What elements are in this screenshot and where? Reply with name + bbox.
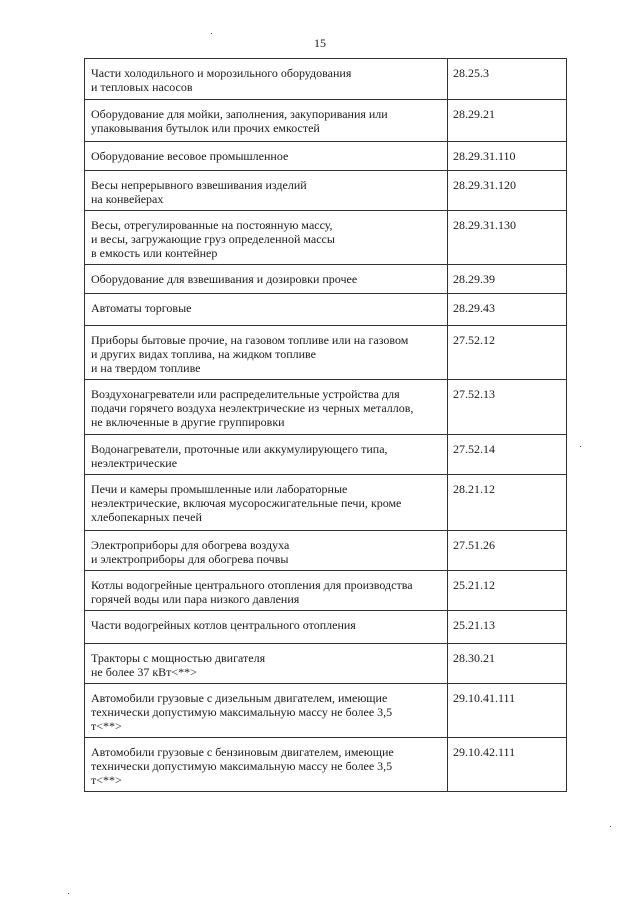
okpd-code-cell: 29.10.41.111 [448,684,567,738]
product-name-cell: Весы непрерывного взвешивания изделий на конвейерах [85,171,448,211]
product-name-cell: Автоматы торговые [85,294,448,326]
table-row [85,684,567,738]
okpd-code-cell: 25.21.13 [448,611,567,644]
product-name-cell: Электроприборы для обогрева воздуха и электроприборы для обогрева почвы [85,531,448,571]
table-row [85,475,567,531]
product-name-cell: Тракторы с мощностью двигателя не более 37 кВт<**> [85,644,448,684]
okpd-code-cell: 27.52.14 [448,435,567,475]
table-row [85,611,567,644]
product-name-cell: Котлы водогрейные центрального отопления для производства горячей воды или пара низкого давления [85,571,448,611]
okpd-code-cell: 28.29.31.130 [448,211,567,265]
table-row [85,142,567,171]
product-name-cell: Водонагреватели, проточные или аккумулирующего типа, неэлектрические [85,435,448,475]
product-name-cell: Автомобили грузовые с дизельным двигателем, имеющие технически допустимую максимальную массу не более 3,5 т<**> [85,684,448,738]
table-row [85,265,567,294]
okpd-code-cell: 27.52.12 [448,326,567,380]
okpd-code-cell: 28.25.3 [448,59,567,100]
product-name-cell: Печи и камеры промышленные или лабораторные неэлектрические, включая мусоросжигательные печи, кроме хлебопекарных печей [85,475,448,531]
scan-speck [211,33,212,34]
okpd-code-cell: 28.29.31.110 [448,142,567,171]
table-row [85,326,567,380]
okpd-code-cell: 28.29.21 [448,100,567,142]
scan-speck [68,893,69,894]
okpd-code-cell: 28.29.43 [448,294,567,326]
table-row [85,211,567,265]
scan-speck [610,826,611,827]
product-name-cell: Части водогрейных котлов центрального отопления [85,611,448,644]
table-row [85,100,567,142]
table-row [85,294,567,326]
okpd-code-cell: 28.30.21 [448,644,567,684]
okpd-code-cell: 27.52.13 [448,380,567,435]
okpd-code-cell: 28.29.39 [448,265,567,294]
product-name-cell: Оборудование для мойки, заполнения, закупоривания или упаковывания бутылок или прочих емкостей [85,100,448,142]
product-name-cell: Автомобили грузовые с бензиновым двигателем, имеющие технически допустимую максимальную массу не более 3,5 т<**> [85,738,448,792]
product-name-cell: Части холодильного и морозильного оборудования и тепловых насосов [85,59,448,100]
product-name-cell: Весы, отрегулированные на постоянную массу, и весы, загружающие груз определенной массы в емкость или контейнер [85,211,448,265]
table-row [85,644,567,684]
table-row [85,435,567,475]
table-row [85,59,567,100]
scan-speck [580,446,581,447]
okpd-code-cell: 29.10.42.111 [448,738,567,792]
product-name-cell: Приборы бытовые прочие, на газовом топливе или на газовом и других видах топлива, на жидком топливе и на твердом топливе [85,326,448,380]
product-name-cell: Оборудование весовое промышленное [85,142,448,171]
codes-table [84,58,567,792]
table-row [85,738,567,792]
page-number: 15 [314,36,326,50]
table-row [85,380,567,435]
okpd-code-cell: 27.51.26 [448,531,567,571]
okpd-code-cell: 28.21.12 [448,475,567,531]
okpd-code-cell: 25.21.12 [448,571,567,611]
product-name-cell: Воздухонагреватели или распределительные устройства для подачи горячего воздуха неэлектрические из черных металлов, не включенные в другие группировки [85,380,448,435]
table-row [85,571,567,611]
product-name-cell: Оборудование для взвешивания и дозировки прочее [85,265,448,294]
table-body [85,59,567,792]
table-row [85,531,567,571]
table-row [85,171,567,211]
okpd-code-cell: 28.29.31.120 [448,171,567,211]
